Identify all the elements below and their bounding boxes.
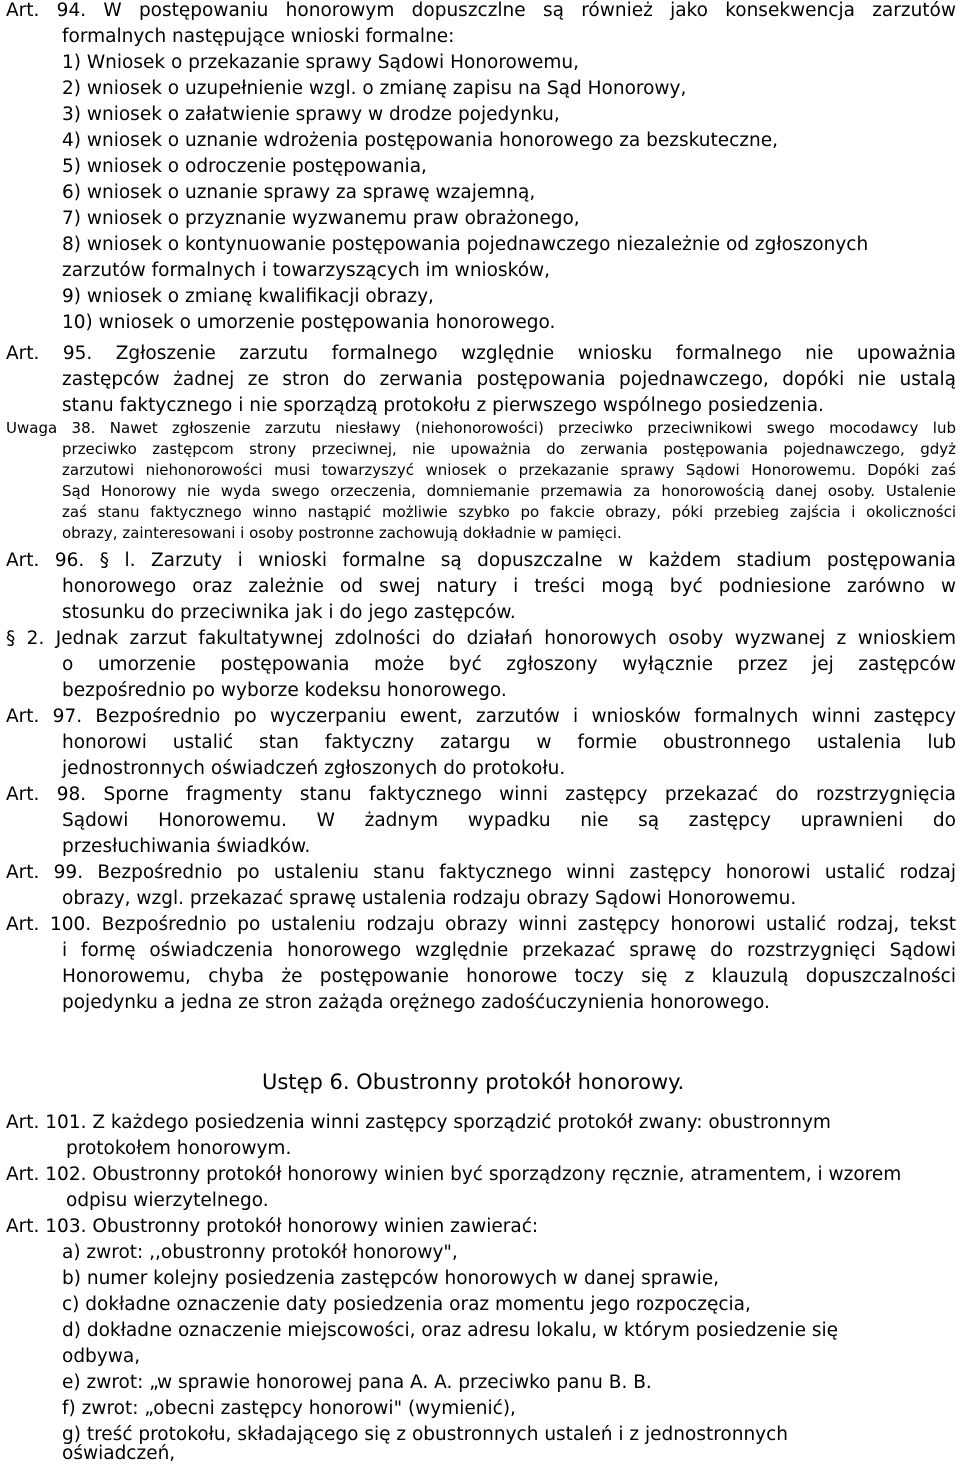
art-101-line-2: protokołem honorowym. bbox=[66, 1138, 292, 1159]
art-96-par-2-line-2: o umorzenie postępowania może być zgłoszony wyłącznie przez jej zastępców bbox=[62, 654, 956, 675]
art-98-line-3: przesłuchiwania świadków. bbox=[62, 836, 311, 857]
note-38-line-5: zaś stanu faktycznego winno nastąpić możliwie szybko po fakcie obrazy, póki przebieg zajścia i okoliczności bbox=[62, 503, 956, 521]
art-103-item-g-cont: oświadczeń, bbox=[62, 1443, 176, 1464]
art-96-line-1: Art. 96. § l. Zarzuty i wnioski formalne są dopuszczalne w każdem stadium postępowania bbox=[6, 550, 956, 571]
note-38-line-4: Sąd Honorowy nie wyda swego orzeczenia, domniemanie przemawia za honorowością danej osoby. Ustalenie bbox=[62, 482, 956, 500]
art-100-line-3: Honorowemu, chyba że postępowanie honorowe toczy się z klauzulą dopuszczalności bbox=[62, 966, 956, 987]
art-103-item-a: a) zwrot: ,,obustronny protokół honorowy", bbox=[62, 1242, 458, 1263]
list-item-4: 4) wniosek o uznanie wdrożenia postępowania honorowego za bezskuteczne, bbox=[62, 130, 778, 151]
note-38-line-6: obrazy, zainteresowani i osoby postronne zachowują dokładnie w pamięci. bbox=[62, 524, 622, 542]
art-95-line-1: Art. 95. Zgłoszenie zarzutu formalnego względnie wniosku formalnego nie upoważnia bbox=[6, 343, 956, 364]
art-96-par-2-line-3: bezpośrednio po wyborze kodeksu honorowego. bbox=[62, 680, 507, 701]
art-103-item-d: d) dokładne oznaczenie miejscowości, oraz adresu lokalu, w którym posiedzenie się bbox=[62, 1320, 839, 1341]
art-96-line-2: honorowego oraz zależnie od swej natury i treści mogą być podniesione zarówno w bbox=[62, 576, 956, 597]
art-103-line-1: Art. 103. Obustronny protokół honorowy winien zawierać: bbox=[6, 1216, 539, 1237]
list-item-5: 5) wniosek o odroczenie postępowania, bbox=[62, 156, 427, 177]
art-97-line-1: Art. 97. Bezpośrednio po wyczerpaniu ewent, zarzutów i wniosków formalnych winni zastępcy bbox=[6, 706, 956, 727]
list-item-8-cont: zarzutów formalnych i towarzyszących im wniosków, bbox=[62, 260, 551, 281]
art-97-line-2: honorowi ustalić stan faktyczny zatargu w formie obustronnego ustalenia lub bbox=[62, 732, 956, 753]
art-96-line-3: stosunku do przeciwnika jak i do jego zastępców. bbox=[62, 602, 516, 623]
note-38-line-3: zarzutowi niehonorowości musi towarzyszyć wniosek o przekazanie sprawy Sądowi Honorowemu. Dopóki zaś bbox=[62, 461, 956, 479]
note-38-line-2: przeciwko zastępcom strony przeciwnej, nie upoważnia do zerwania postępowania pojednawczego, gdyż bbox=[62, 440, 956, 458]
list-item-10: 10) wniosek o umorzenie postępowania honorowego. bbox=[62, 312, 556, 333]
list-item-3: 3) wniosek o załatwienie sprawy w drodze pojedynku, bbox=[62, 104, 560, 125]
note-38-line-1: Uwaga 38. Nawet zgłoszenie zarzutu niesławy (niehonorowości) przeciwko przeciwnikowi swego mocodawcy lub bbox=[6, 419, 956, 437]
art-95-line-3: stanu faktycznego i nie sporządzą protokołu z pierwszego wspólnego posiedzenia. bbox=[62, 395, 824, 416]
list-item-8: 8) wniosek o kontynuowanie postępowania pojednawczego niezależnie od zgłoszonych bbox=[62, 234, 869, 255]
art-94-line-2: formalnych następujące wnioski formalne: bbox=[62, 26, 455, 47]
art-100-line-4: pojedynku a jedna ze stron zażąda orężnego zadośćuczynienia honorowego. bbox=[62, 992, 770, 1013]
art-103-item-f: f) zwrot: „obecni zastępcy honorowi" (wymienić), bbox=[62, 1398, 516, 1419]
art-98-line-1: Art. 98. Sporne fragmenty stanu faktycznego winni zastępcy przekazać do rozstrzygnięcia bbox=[6, 784, 956, 805]
art-99-line-2: obrazy, wzgl. przekazać sprawę ustalenia rodzaju obrazy Sądowi Honorowemu. bbox=[62, 888, 797, 909]
art-98-line-2: Sądowi Honorowemu. W żadnym wypadku nie są zastępcy uprawnieni do bbox=[62, 810, 956, 831]
art-102-line-2: odpisu wierzytelnego. bbox=[66, 1190, 269, 1211]
art-94-line-1: Art. 94. W postępowaniu honorowym dopuszczlne są również jako konsekwencja zarzutów bbox=[6, 0, 956, 21]
list-item-1: 1) Wniosek o przekazanie sprawy Sądowi Honorowemu, bbox=[62, 52, 580, 73]
art-101-line-1: Art. 101. Z każdego posiedzenia winni zastępcy sporządzić protokół zwany: obustronnym bbox=[6, 1112, 831, 1133]
section-heading: Ustęp 6. Obustronny protokół honorowy. bbox=[262, 1070, 685, 1094]
art-103-item-d-cont: odbywa, bbox=[62, 1346, 141, 1367]
list-item-7: 7) wniosek o przyznanie wyzwanemu praw obrażonego, bbox=[62, 208, 580, 229]
art-102-line-1: Art. 102. Obustronny protokół honorowy winien być sporządzony ręcznie, atramentem, i wzorem bbox=[6, 1164, 902, 1185]
art-103-item-e: e) zwrot: „w sprawie honorowej pana A. A. przeciwko panu B. B. bbox=[62, 1372, 652, 1393]
art-95-line-2: zastępców żadnej ze stron do zerwania postępowania pojednawczego, dopóki nie ustalą bbox=[62, 369, 956, 390]
list-item-6: 6) wniosek o uznanie sprawy za sprawę wzajemną, bbox=[62, 182, 536, 203]
list-item-2: 2) wniosek o uzupełnienie wzgl. o zmianę zapisu na Sąd Honorowy, bbox=[62, 78, 687, 99]
art-103-item-b: b) numer kolejny posiedzenia zastępców honorowych w danej sprawie, bbox=[62, 1268, 720, 1289]
art-100-line-2: i formę oświadczenia honorowego względnie przekazać sprawę do rozstrzygnięci Sądowi bbox=[62, 940, 956, 961]
art-96-par-2-line-1: § 2. Jednak zarzut fakultatywnej zdolności do działań honorowych osoby wyzwanej z wnioskiem bbox=[6, 628, 956, 649]
art-99-line-1: Art. 99. Bezpośrednio po ustaleniu stanu faktycznego winni zastępcy honorowi ustalić rodzaj bbox=[6, 862, 956, 883]
list-item-9: 9) wniosek o zmianę kwalifikacji obrazy, bbox=[62, 286, 434, 307]
art-100-line-1: Art. 100. Bezpośrednio po ustaleniu rodzaju obrazy winni zastępcy honorowi ustalić rodzaj, tekst bbox=[6, 914, 956, 935]
art-103-item-g: g) treść protokołu, składającego się z obustronnych ustaleń i z jednostronnych bbox=[62, 1424, 789, 1445]
art-103-item-c: c) dokładne oznaczenie daty posiedzenia oraz momentu jego rozpoczęcia, bbox=[62, 1294, 751, 1315]
art-97-line-3: jednostronnych oświadczeń zgłoszonych do protokołu. bbox=[62, 758, 566, 779]
